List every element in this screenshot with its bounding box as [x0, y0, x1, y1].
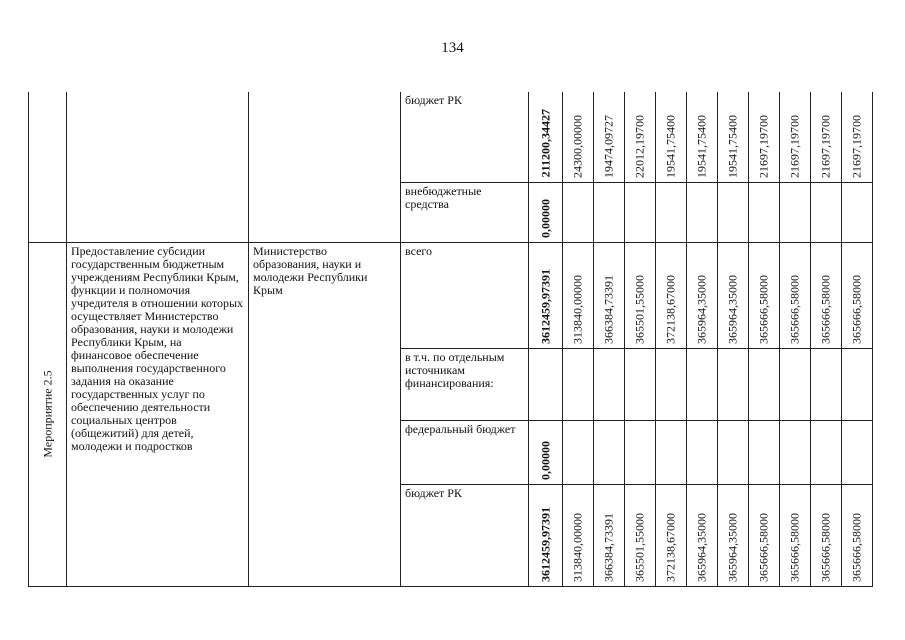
table-row — [29, 92, 873, 182]
total-value-cell — [529, 348, 563, 420]
year-value-cell — [842, 242, 873, 348]
year-value: 372138,67000 — [663, 512, 678, 582]
year-value-cell — [842, 348, 873, 420]
total-value: 3612459,97391 — [538, 268, 552, 344]
year-value-cell — [656, 92, 687, 182]
year-value-cell — [594, 92, 625, 182]
source-cell: внебюджетные средства — [401, 182, 529, 242]
year-value-cell — [625, 348, 656, 420]
year-value-cell — [811, 242, 842, 348]
total-value: 0,00000 — [538, 198, 552, 238]
year-value-cell — [749, 484, 780, 586]
year-value-cell — [842, 484, 873, 586]
table-row — [29, 242, 873, 348]
year-value-cell — [718, 484, 749, 586]
year-value-cell — [594, 484, 625, 586]
year-value: 365666,58000 — [787, 274, 802, 344]
year-value-cell — [842, 92, 873, 182]
empty-cell — [249, 92, 401, 242]
year-value: 365964,35000 — [694, 512, 709, 582]
year-value: 19541,75400 — [663, 114, 678, 178]
total-value-cell — [529, 242, 563, 348]
year-value-cell — [687, 348, 718, 420]
year-value: 24300,00000 — [570, 114, 585, 178]
activity-description: Предоставление субсидии государственным бюджетным учреждениям Республики Крым, функции и полномочия учредителя в отношении которых осуществляет Министерство образования, науки и молодежи Республики Крым, на финансовое обеспечение выполнения государственного задания на оказание государственных услуг по обеспечению деятельности социальных центров (общежитий) для детей, молодежи и подростков — [71, 243, 244, 453]
year-value-cell — [780, 242, 811, 348]
year-value-cell — [718, 242, 749, 348]
year-value: 365964,35000 — [694, 274, 709, 344]
year-value-cell — [842, 182, 873, 242]
year-value-cell — [718, 348, 749, 420]
activity-description-cell — [67, 242, 249, 586]
year-value-cell — [625, 484, 656, 586]
year-value-cell — [811, 348, 842, 420]
year-value-cell — [780, 484, 811, 586]
year-value: 21697,19700 — [756, 114, 771, 178]
year-value: 365501,55000 — [632, 274, 647, 344]
year-value: 365964,35000 — [725, 274, 740, 344]
empty-cell — [67, 92, 249, 242]
year-value-cell — [687, 182, 718, 242]
year-value-cell — [563, 484, 594, 586]
year-value-cell — [718, 182, 749, 242]
year-value-cell — [749, 348, 780, 420]
year-value: 19474,09727 — [601, 114, 616, 178]
activity-label: Мероприятие 2.5 — [40, 370, 54, 458]
year-value: 19541,75400 — [725, 114, 740, 178]
year-value-cell — [625, 182, 656, 242]
year-value-cell — [780, 92, 811, 182]
year-value-cell — [687, 242, 718, 348]
year-value-cell — [594, 182, 625, 242]
year-value-cell — [749, 92, 780, 182]
year-value: 313840,00000 — [570, 512, 585, 582]
source-cell: в т.ч. по отдельным источникам финансирования: — [401, 348, 529, 420]
page-number: 134 — [441, 40, 464, 56]
year-value-cell — [811, 182, 842, 242]
year-value: 365666,58000 — [756, 274, 771, 344]
year-value-cell — [656, 182, 687, 242]
year-value: 365666,58000 — [818, 274, 833, 344]
executor: Министерство образования, науки и молодежи Республики Крым — [253, 243, 368, 297]
year-value-cell — [780, 348, 811, 420]
total-value: 3612459,97391 — [538, 506, 552, 582]
year-value-cell — [563, 182, 594, 242]
total-value-cell — [529, 484, 563, 586]
year-value-cell — [749, 182, 780, 242]
activity-label-cell — [29, 242, 67, 586]
source-cell: бюджет РК — [401, 484, 529, 586]
year-value-cell — [625, 242, 656, 348]
source-cell: бюджет РК — [401, 92, 529, 182]
year-value: 365666,58000 — [818, 512, 833, 582]
total-value: 211200,34427 — [538, 109, 552, 178]
year-value-cell — [594, 420, 625, 484]
year-value: 365666,58000 — [756, 512, 771, 582]
source-cell: федеральный бюджет — [401, 420, 529, 484]
year-value-cell — [625, 92, 656, 182]
year-value: 365666,58000 — [787, 512, 802, 582]
year-value-cell — [594, 242, 625, 348]
year-value-cell — [687, 484, 718, 586]
year-value-cell — [749, 420, 780, 484]
year-value-cell — [656, 484, 687, 586]
year-value: 365666,58000 — [849, 274, 864, 344]
year-value-cell — [594, 348, 625, 420]
year-value: 366384,73391 — [601, 274, 616, 344]
year-value: 19541,75400 — [694, 114, 709, 178]
year-value: 365964,35000 — [725, 512, 740, 582]
year-value-cell — [563, 92, 594, 182]
year-value-cell — [687, 420, 718, 484]
year-value-cell — [780, 420, 811, 484]
year-value-cell — [563, 348, 594, 420]
year-value-cell — [718, 92, 749, 182]
year-value-cell — [718, 420, 749, 484]
year-value-cell — [842, 420, 873, 484]
year-value: 365501,55000 — [632, 512, 647, 582]
empty-cell — [29, 92, 67, 242]
year-value: 366384,73391 — [601, 512, 616, 582]
year-value-cell — [687, 92, 718, 182]
total-value-cell — [529, 420, 563, 484]
year-value-cell — [656, 242, 687, 348]
year-value: 21697,19700 — [787, 114, 802, 178]
year-value-cell — [656, 420, 687, 484]
total-value-cell — [529, 92, 563, 182]
source-cell: всего — [401, 242, 529, 348]
year-value: 21697,19700 — [818, 114, 833, 178]
year-value-cell — [811, 92, 842, 182]
year-value: 22012,19700 — [632, 114, 647, 178]
year-value: 21697,19700 — [849, 114, 864, 178]
year-value-cell — [625, 420, 656, 484]
year-value-cell — [811, 484, 842, 586]
year-value: 372138,67000 — [663, 274, 678, 344]
executor-cell — [249, 242, 401, 586]
year-value: 365666,58000 — [849, 512, 864, 582]
total-value-cell — [529, 182, 563, 242]
year-value-cell — [749, 242, 780, 348]
budget-table — [28, 92, 873, 587]
year-value-cell — [563, 420, 594, 484]
year-value-cell — [780, 182, 811, 242]
total-value: 0,00000 — [538, 440, 552, 480]
year-value: 313840,00000 — [570, 274, 585, 344]
year-value-cell — [811, 420, 842, 484]
year-value-cell — [656, 348, 687, 420]
year-value-cell — [563, 242, 594, 348]
